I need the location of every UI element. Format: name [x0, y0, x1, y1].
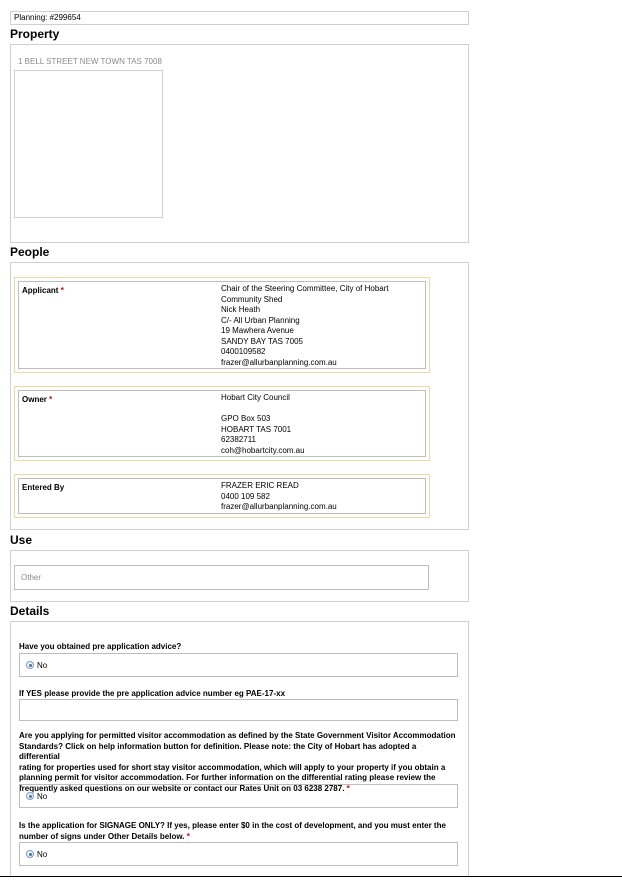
radio-selected-icon: [26, 661, 34, 669]
question-pre-application-advice: Have you obtained pre application advice?: [19, 642, 182, 651]
question-pre-application-number: If YES please provide the pre application advice number eg PAE-17-xx: [19, 689, 286, 698]
entered-by-details: [221, 481, 421, 513]
owner-label: Owner *: [22, 395, 53, 404]
owner-line-blank: [221, 404, 421, 415]
use-heading: Use: [10, 533, 33, 547]
property-map[interactable]: [14, 70, 163, 218]
signage-only-field: [19, 842, 458, 866]
question-signage-only: Is the application for SIGNAGE ONLY? If yes, please enter $0 in the cost of development, and you must enter the number of signs under Other Details below. *: [19, 821, 446, 841]
use-panel: [10, 550, 469, 602]
people-heading: People: [10, 245, 50, 259]
applicant-line-org: Community Shed: [221, 294, 283, 304]
use-field[interactable]: Other: [14, 565, 429, 590]
radio-label: No: [37, 850, 48, 859]
owner-line-email: coh@hobartcity.com.au: [221, 445, 305, 455]
pre-application-number-input[interactable]: [19, 699, 458, 721]
required-marker: *: [186, 831, 190, 841]
people-panel: [10, 262, 469, 530]
entered-by-line-name: FRAZER ERIC READ: [221, 481, 299, 490]
required-marker: *: [60, 286, 64, 295]
entered-by-card: [14, 474, 430, 518]
required-marker: *: [346, 783, 350, 793]
property-address: 1 BELL STREET NEW TOWN TAS 7008: [18, 57, 162, 66]
required-marker: *: [49, 395, 53, 404]
entered-by-line-phone: 0400 109 582: [221, 491, 270, 501]
entered-by-line-email: frazer@allurbanplanning.com.au: [221, 502, 337, 511]
applicant-line-name: Chair of the Steering Committee, City of Hobart: [221, 284, 389, 293]
owner-line-city: HOBART TAS 7001: [221, 424, 292, 434]
applicant-label: Applicant *: [22, 286, 64, 295]
applicant-line-email: frazer@allurbanplanning.com.au: [221, 357, 337, 367]
owner-line-name: Hobart City Council: [221, 393, 290, 402]
radio-label: No: [37, 661, 48, 670]
property-heading: Property: [10, 27, 60, 41]
pre-application-advice-field: [19, 653, 458, 677]
page-bottom-divider: [0, 876, 622, 877]
visitor-accommodation-field: [19, 784, 458, 808]
owner-card: [14, 386, 430, 461]
applicant-line-suburb: SANDY BAY TAS 7005: [221, 336, 303, 346]
owner-details: [221, 393, 421, 456]
applicant-details: [221, 284, 421, 368]
applicant-line-street: 19 Mawhera Avenue: [221, 326, 294, 335]
details-heading: Details: [10, 604, 50, 618]
radio-option-no[interactable]: [26, 791, 47, 802]
radio-label: No: [37, 792, 48, 801]
applicant-line-phone: 0400109582: [221, 347, 266, 356]
radio-option-no[interactable]: [26, 660, 47, 671]
radio-selected-icon: [26, 792, 34, 800]
property-panel: [10, 44, 469, 243]
owner-line-pobox: GPO Box 503: [221, 414, 271, 423]
radio-option-no[interactable]: [26, 849, 47, 860]
radio-selected-icon: [26, 850, 34, 858]
planning-reference: Planning: #299654: [10, 11, 469, 25]
details-panel: [10, 621, 469, 876]
question-visitor-accommodation: Are you applying for permitted visitor accommodation as defined by the State Government Visitor Accommodation Standards? Click on help information button for definition. Please note: the City of Hobart has adopted a differential rating for properties used for short stay visitor accommodation, which will apply to your property if you obtain a planning permit for visitor accommodation. For further information on the differential rating please review the frequently asked questions on our website or contact our Rates Unit on 03 6238 2787. *: [19, 731, 456, 793]
applicant-card: [14, 277, 430, 373]
applicant-line-careof: C/- All Urban Planning: [221, 315, 300, 325]
owner-line-phone: 62382711: [221, 435, 256, 444]
entered-by-label: Entered By: [22, 483, 65, 492]
applicant-line-contact: Nick Heath: [221, 305, 261, 314]
